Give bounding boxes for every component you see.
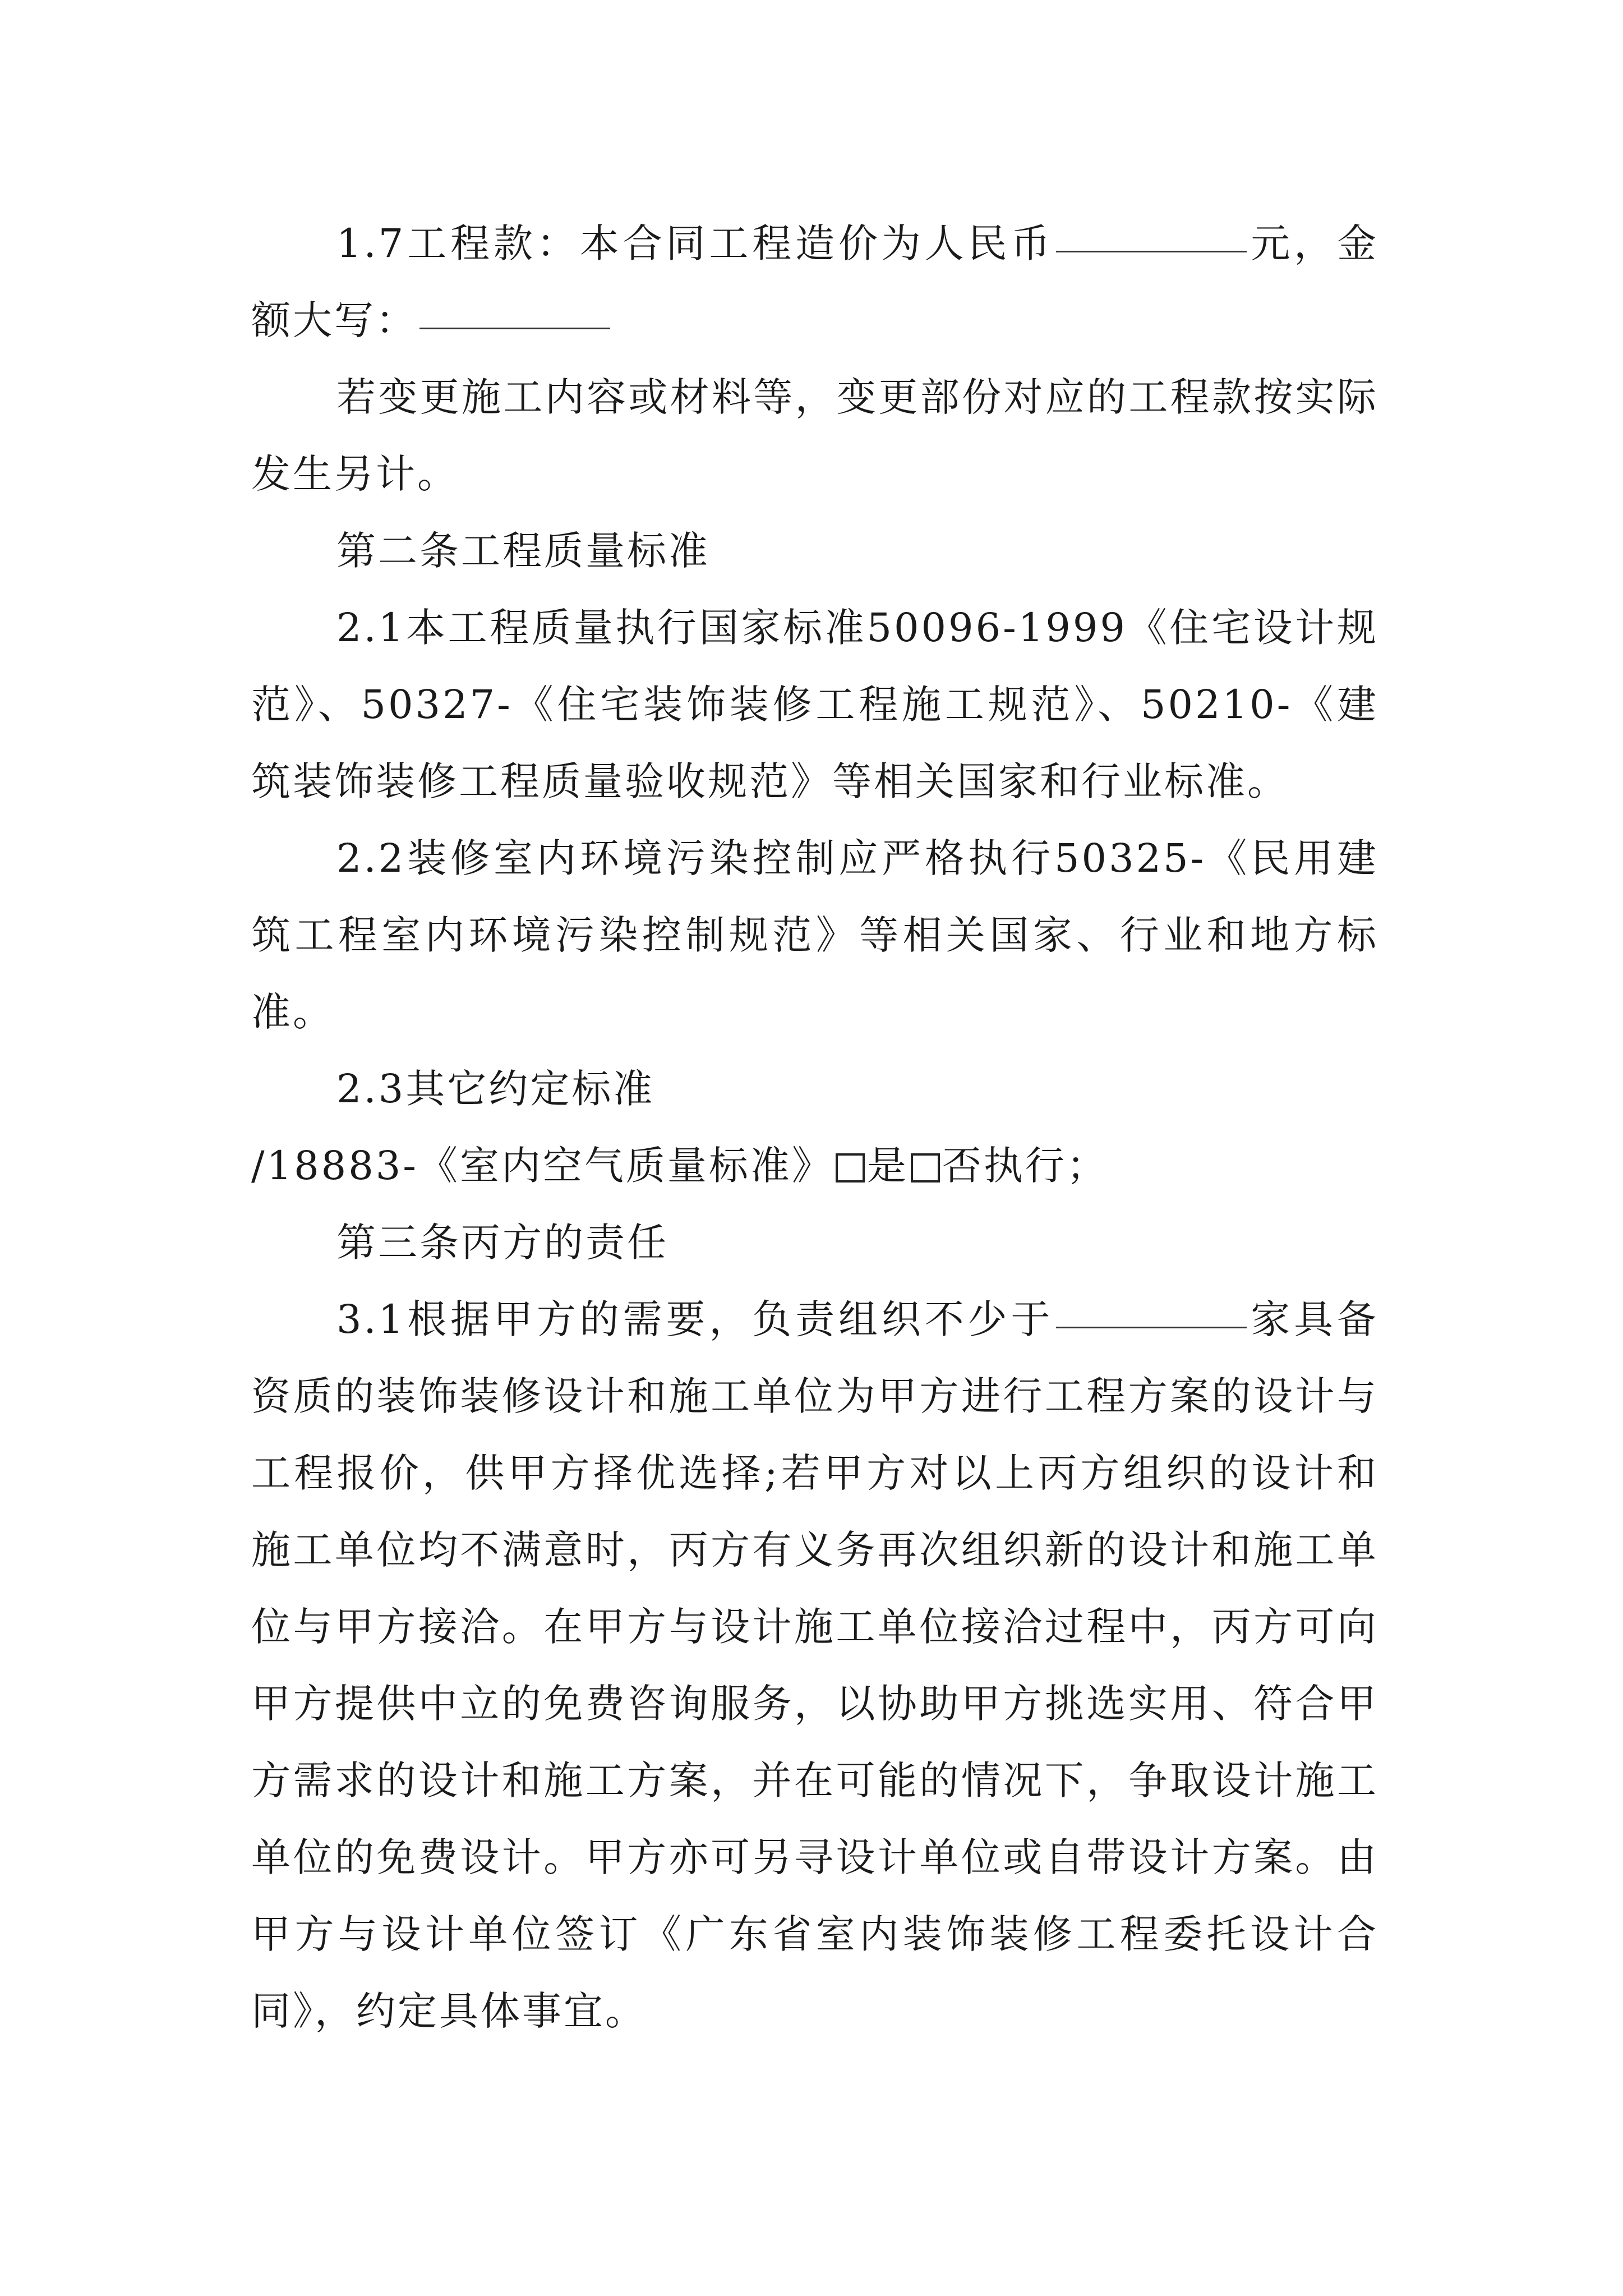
amount-blank[interactable]: [1056, 211, 1247, 252]
paragraph-air-quality-standard: [251, 1128, 1378, 1204]
payment-text-before: 1.7工程款：本合同工程造价为人民币: [336, 220, 1054, 266]
air-standard-text: /18883-《室内空气质量标准》: [251, 1143, 833, 1189]
paragraph-project-payment: [251, 205, 1378, 359]
section-heading-party-c: 第三条丙方的责任: [336, 1220, 668, 1266]
section-heading-quality: 第二条工程质量标准: [336, 528, 710, 574]
paragraph-quality-2-2: 2.2装修室内环境污染控制应严格执行50325-《民用建筑工程室内环境污染控制规范》等相关国家、行业和地方标准。: [251, 835, 1378, 1035]
yes-checkbox[interactable]: [836, 1153, 865, 1182]
yes-label: 是: [866, 1143, 909, 1189]
no-label: 否执行；: [942, 1143, 1108, 1189]
party-c-text-before: 3.1根据甲方的需要，负责组织不少于: [336, 1296, 1054, 1342]
document-body: [251, 205, 1378, 2050]
paragraph-quality-2-1: 2.1本工程质量执行国家标准50096-1999《住宅设计规范》、50327-《住宅装饰装修工程施工规范》、50210-《建筑装饰装修工程质量验收规范》等相关国家和行业标准。: [251, 605, 1378, 804]
paragraph-change-cost: 若变更施工内容或材料等，变更部份对应的工程款按实际发生另计。: [251, 374, 1378, 497]
company-count-blank[interactable]: [1056, 1287, 1247, 1328]
payment-text-middle: 元，金额大写：: [251, 220, 1379, 343]
party-c-text-after: 家具备资质的装饰装修设计和施工单位为甲方进行工程方案的设计与工程报价，供甲方择优选择;若甲方对以上丙方组织的设计和施工单位均不满意时，丙方有义务再次组织新的设计和施工单位与甲方接洽。在甲方与设计施工单位接洽过程中，丙方可向甲方提供中立的免费咨询服务，以协助甲方挑选实用、符合甲方需求的设计和施工方案，并在可能的情况下，争取设计施工单位的免费设计。甲方亦可另寻设计单位或自带设计方案。由甲方与设计单位签订《广东省室内装饰装修工程委托设计合同》，约定具体事宜。: [251, 1296, 1379, 2034]
paragraph-party-c-3-1: [251, 1281, 1378, 2050]
no-checkbox[interactable]: [911, 1153, 940, 1182]
paragraph-quality-2-3: 2.3其它约定标准: [336, 1066, 655, 1112]
amount-words-blank[interactable]: [419, 288, 610, 329]
